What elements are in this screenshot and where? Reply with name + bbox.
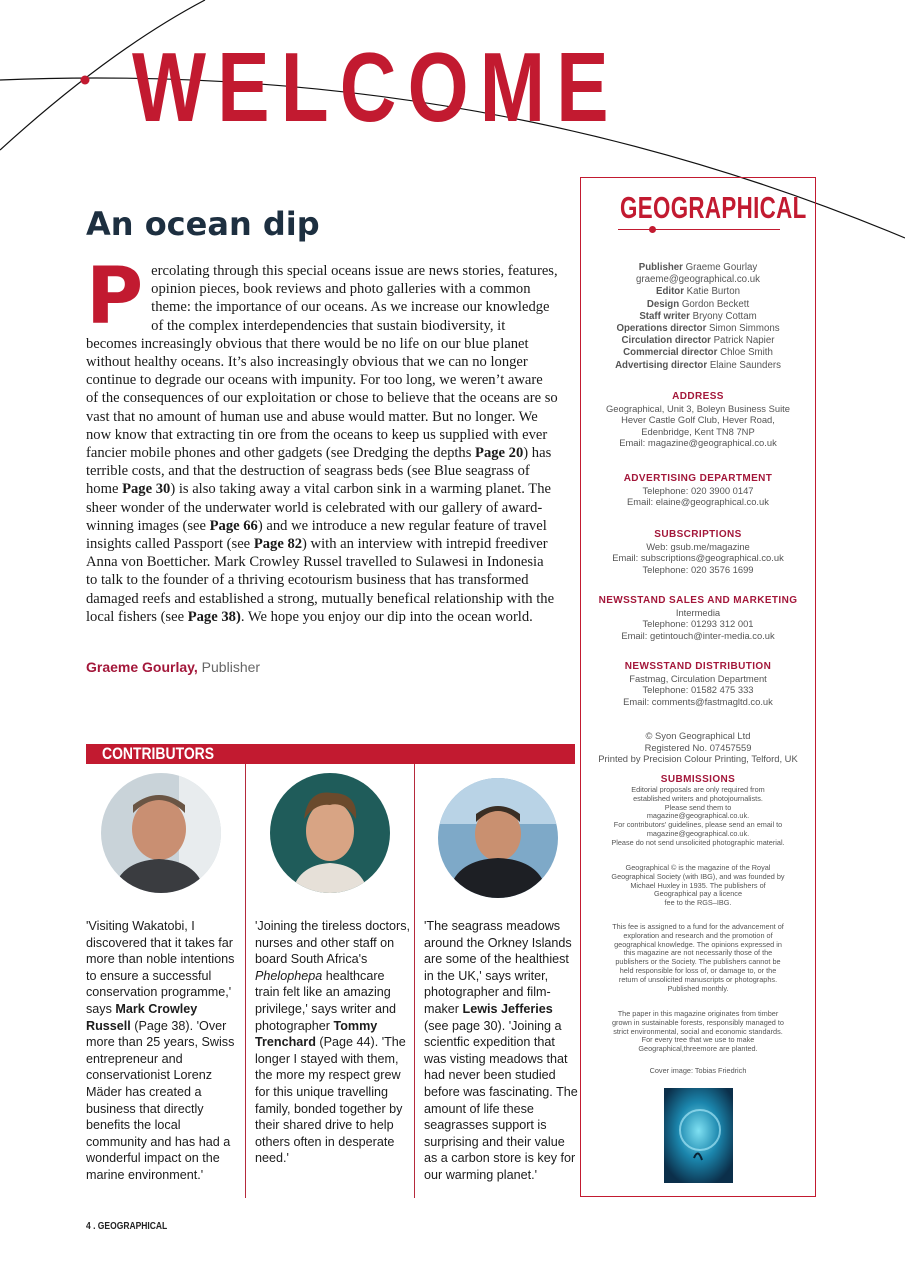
contributor-quote-mark: 'Visiting Wakatobi, I discovered that it takes far more than noble intentions to ensure a successful conservation programme,' says Mark Crowley Russell (Page 38). 'Over more than 25 years, Swiss entrepreneur and conservationist Lorenz Mäder has created a business that directly benefits the local community and has had a wonderful impact on the marine environment.' [86, 919, 235, 1182]
section-heading: ADVERTISING DEPARTMENT [623, 473, 773, 484]
submissions-text: Editorial proposals are only required from established writers and photojournalists. Please send them to magazine@geographical.co.uk. For contributors' guidelines, please send an email to magazine@geographical.co.uk. Please do not send unsolicited photographic material. [611, 785, 785, 847]
contributor-photo-lewis [438, 778, 558, 898]
fee-text: This fee is assigned to a fund for the advancement of exploration and research and the promotion of geographical knowledge. The opinions expressed in this magazine are not necessarily those of the publishers or the Society. The publishers cannot be held responsible for loss of, or damage to, or the return of unsolicited manuscripts or photographs. Published monthly. [612, 922, 784, 993]
contributors-title: CONTRIBUTORS [102, 744, 215, 763]
newsstand-distribution-section: NEWSSTAND DISTRIBUTION Fastmag, Circulation Department Telephone: 01582 475 333 Email: comments@fastmagltd.co.uk [585, 661, 811, 707]
page-ref: Page 20 [475, 445, 524, 462]
copyright-section: © Syon Geographical Ltd Registered No. 07457559 Printed by Precision Colour Printing, Telford, UK [598, 730, 798, 765]
contributor-quote-lewis: 'The seagrass meadows around the Orkney Islands are some of the healthiest in the UK,' says writer, photographer and film-maker Lewis Jefferies (see page 30). 'Joining a scientfic expedition that was visting meadows that had never been studied before was fascinating. The amount of life these seagrasses support is surprising and their value as a carbon store is key for our warming planet.' [424, 919, 578, 1182]
page-ref: Page 38) [187, 608, 241, 625]
column-divider [414, 764, 415, 1198]
rgs-text: Geographical © is the magazine of the Royal Geographical Society (with IBG), and was founded by Michael Huxley in 1935. The publishers of Geographical pay a licence fee to the RGS–IBG. [611, 863, 785, 908]
cover-credit: Cover image: Tobias Friedrich [649, 1066, 747, 1075]
staff-line: Publisher Graeme Gourlay [638, 262, 758, 273]
signature-name: Graeme Gourlay, [86, 659, 198, 675]
section-heading: ADDRESS [672, 391, 724, 402]
logo-dot [649, 226, 656, 233]
section-heading: SUBSCRIPTIONS [654, 529, 742, 540]
section-heading: NEWSSTAND DISTRIBUTION [624, 661, 772, 672]
train-name: Phelophepa [255, 968, 323, 983]
page-ref: Page 30 [122, 481, 171, 498]
signature [86, 659, 260, 675]
page-title: WELCOME [132, 32, 620, 142]
cover-thumbnail [664, 1088, 733, 1183]
article-headline: An ocean dip [86, 205, 320, 243]
address-section: ADDRESS Geographical, Unit 3, Boleyn Business Suite Hever Castle Golf Club, Hever Road, Edenbridge, Kent TN8 7NP Email: magazine@geographical.co.uk [585, 391, 811, 449]
submissions-heading-wrap [585, 774, 811, 786]
page-ref: Page 82 [253, 536, 303, 553]
drop-cap: P [86, 252, 144, 342]
staff-line: Editor Katie Burton [656, 286, 740, 298]
contributor-name: Lewis Jefferies [462, 1001, 553, 1016]
contributor-photo-tommy [270, 773, 390, 893]
contributor-quote-tommy: 'Joining the tireless doctors, nurses and other staff on board South Africa's Phelophepa healthcare train felt like an amazing privilege,' says writer and photographer Tommy Trenchard (Page 44). 'The longer I stayed with them, the more my respect grew for this unique travelling family, bonded together by their shared drive to help others often in desperate need.' [255, 919, 411, 1166]
staff-line: Advertising director Elaine Saunders [615, 359, 781, 371]
staff-line: Commercial director Chloe Smith [623, 347, 773, 359]
column-divider [245, 764, 246, 1198]
newsstand-sales-section: NEWSSTAND SALES AND MARKETING Intermedia Telephone: 01293 312 001 Email: getintouch@inter-media.co.uk [585, 595, 811, 641]
page-footer: 4 . GEOGRAPHICAL [86, 1221, 168, 1232]
advertising-section: ADVERTISING DEPARTMENT Telephone: 020 3900 0147 Email: elaine@geographical.co.uk [585, 473, 811, 508]
logo-underline [618, 229, 780, 230]
contributor-name: Tommy Trenchard [255, 1018, 378, 1050]
geographical-logo: GEOGRAPHICAL [620, 190, 807, 225]
contributor-photo-mark [101, 773, 221, 893]
subscriptions-section: SUBSCRIPTIONS Web: gsub.me/magazine Email: subscriptions@geographical.co.uk Telephone: 020 3576 1699 [585, 529, 811, 575]
signature-role: Publisher [197, 659, 261, 675]
staff-line: graeme@geographical.co.uk [635, 274, 760, 286]
staff-line: Design Gordon Beckett [646, 298, 750, 310]
staff-line: Operations director Simon Simmons [616, 323, 780, 335]
staff-line: Staff writer Bryony Cottam [639, 310, 757, 322]
contributor-name: Mark Crowley Russell [86, 1001, 198, 1033]
page-ref: Page 66 [209, 517, 258, 534]
section-heading: NEWSSTAND SALES AND MARKETING [598, 595, 798, 606]
paper-text: The paper in this magazine originates from timber grown in sustainable forests, responsibly managed to strict environmental, social and economic standards. For every tree that we use to make Geographical,threemore are planted. [612, 1009, 784, 1054]
article-body: Percolating through this special oceans issue are news stories, features, opinion pieces, book reviews and photo galleries with a common theme: the importance of our oceans. As we increase our knowledge of the complex interdependencies that sustain biodiversity, it becomes increasingly obvious that there would be no life on our blue planet without healthy oceans. It’s also increasingly obvious that we can no longer continue to degrade our oceans with impunity. For too long, we weren’t aware of the consequences of our exploitation or chose to believe that the oceans are so vast that no amount of human use and abuse would matter. But no longer. We now know that extracting tin ore from the oceans to keep us supplied with ever fancier mobile phones and other gadgets (see Dredging the depths Page 20) has terrible costs, and that the destruction of seagrass beds (see Blue seagrass of home Page 30) is also taking away a vital carbon sink in a warming planet. The sheer wonder of the underwater world is celebrated with our gallery of award-winning images (see Page 66) and we introduce a new regular feature of travel insights called Passport (see Page 82) with an interview with intrepid freediver Anna von Boetticher. Mark Crowley Russel travelled to Sulawesi in Indonesia to talk to the founder of a thriving ecotourism business that has transformed damaged reefs and established a strong, mutually benefical relationship with the local fishers (see Page 38). We hope you enjoy our dip into the ocean world. [86, 252, 558, 625]
staff-list [585, 262, 811, 372]
staff-line: Circulation director Patrick Napier [621, 335, 775, 347]
section-heading: SUBMISSIONS [660, 774, 736, 785]
